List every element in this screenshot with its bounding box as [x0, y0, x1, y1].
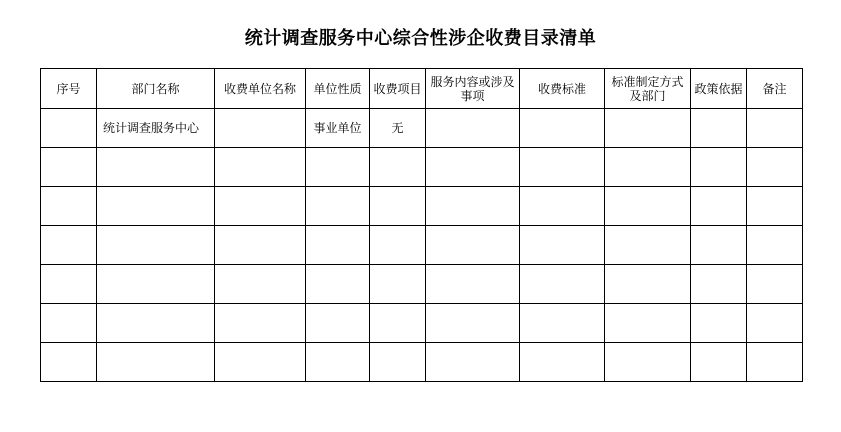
- cell-remarks: [747, 343, 803, 382]
- cell-service-content: [426, 226, 520, 265]
- cell-index: [41, 187, 97, 226]
- table-row: [41, 148, 803, 187]
- cell-fee-standard: [520, 265, 605, 304]
- header-policy-basis: 政策依据: [691, 69, 747, 109]
- cell-fee-standard: [520, 304, 605, 343]
- cell-standard-setting: [605, 187, 691, 226]
- header-department: 部门名称: [97, 69, 215, 109]
- table-row: [41, 304, 803, 343]
- header-charging-unit: 收费单位名称: [215, 69, 306, 109]
- header-index: 序号: [41, 69, 97, 109]
- header-fee-item: 收费项目: [370, 69, 426, 109]
- table-row: [41, 265, 803, 304]
- cell-policy-basis: [691, 343, 747, 382]
- cell-unit-type: [306, 343, 370, 382]
- cell-remarks: [747, 226, 803, 265]
- cell-unit-type: [306, 187, 370, 226]
- cell-charging-unit: [215, 304, 306, 343]
- table-row: [41, 187, 803, 226]
- cell-fee-item: [370, 226, 426, 265]
- cell-fee-item: [370, 343, 426, 382]
- cell-department: [97, 265, 215, 304]
- cell-unit-type: [306, 148, 370, 187]
- cell-index: [41, 226, 97, 265]
- cell-department: [97, 304, 215, 343]
- cell-service-content: [426, 148, 520, 187]
- cell-service-content: [426, 187, 520, 226]
- cell-fee-standard: [520, 343, 605, 382]
- cell-policy-basis: [691, 187, 747, 226]
- cell-index: [41, 304, 97, 343]
- cell-charging-unit: [215, 187, 306, 226]
- cell-standard-setting: [605, 265, 691, 304]
- cell-remarks: [747, 148, 803, 187]
- cell-policy-basis: [691, 109, 747, 148]
- cell-unit-type: [306, 304, 370, 343]
- header-service-content: 服务内容或涉及事项: [426, 69, 520, 109]
- cell-department: [97, 226, 215, 265]
- cell-fee-item: [370, 265, 426, 304]
- cell-service-content: [426, 109, 520, 148]
- cell-policy-basis: [691, 148, 747, 187]
- cell-unit-type: [306, 265, 370, 304]
- page-title: 统计调查服务中心综合性涉企收费目录清单: [244, 28, 597, 49]
- table-row: [41, 343, 803, 382]
- cell-remarks: [747, 187, 803, 226]
- cell-charging-unit: [215, 343, 306, 382]
- header-unit-type: 单位性质: [306, 69, 370, 109]
- header-standard-setting: 标准制定方式及部门: [605, 69, 691, 109]
- cell-department: [97, 343, 215, 382]
- cell-fee-item: [370, 304, 426, 343]
- cell-policy-basis: [691, 265, 747, 304]
- cell-index: [41, 343, 97, 382]
- cell-remarks: [747, 109, 803, 148]
- cell-standard-setting: [605, 148, 691, 187]
- cell-unit-type: 事业单位: [306, 109, 370, 148]
- cell-fee-standard: [520, 187, 605, 226]
- cell-department: [97, 187, 215, 226]
- header-fee-standard: 收费标准: [520, 69, 605, 109]
- cell-fee-standard: [520, 109, 605, 148]
- cell-fee-standard: [520, 148, 605, 187]
- cell-index: [41, 109, 97, 148]
- cell-standard-setting: [605, 343, 691, 382]
- cell-fee-item: [370, 187, 426, 226]
- cell-fee-item: [370, 148, 426, 187]
- cell-unit-type: [306, 226, 370, 265]
- cell-remarks: [747, 304, 803, 343]
- cell-charging-unit: [215, 148, 306, 187]
- cell-fee-item: 无: [370, 109, 426, 148]
- fee-catalog-table: [40, 68, 803, 382]
- cell-standard-setting: [605, 226, 691, 265]
- cell-service-content: [426, 343, 520, 382]
- cell-department: 统计调查服务中心: [97, 109, 215, 148]
- header-remarks: 备注: [747, 69, 803, 109]
- cell-policy-basis: [691, 226, 747, 265]
- cell-charging-unit: [215, 109, 306, 148]
- table-row: [41, 226, 803, 265]
- cell-standard-setting: [605, 109, 691, 148]
- cell-charging-unit: [215, 226, 306, 265]
- cell-fee-standard: [520, 226, 605, 265]
- cell-standard-setting: [605, 304, 691, 343]
- cell-index: [41, 265, 97, 304]
- cell-service-content: [426, 265, 520, 304]
- cell-charging-unit: [215, 265, 306, 304]
- cell-index: [41, 148, 97, 187]
- cell-service-content: [426, 304, 520, 343]
- table-row: [41, 109, 803, 148]
- cell-remarks: [747, 265, 803, 304]
- cell-policy-basis: [691, 304, 747, 343]
- table-header-row: [41, 69, 803, 109]
- cell-department: [97, 148, 215, 187]
